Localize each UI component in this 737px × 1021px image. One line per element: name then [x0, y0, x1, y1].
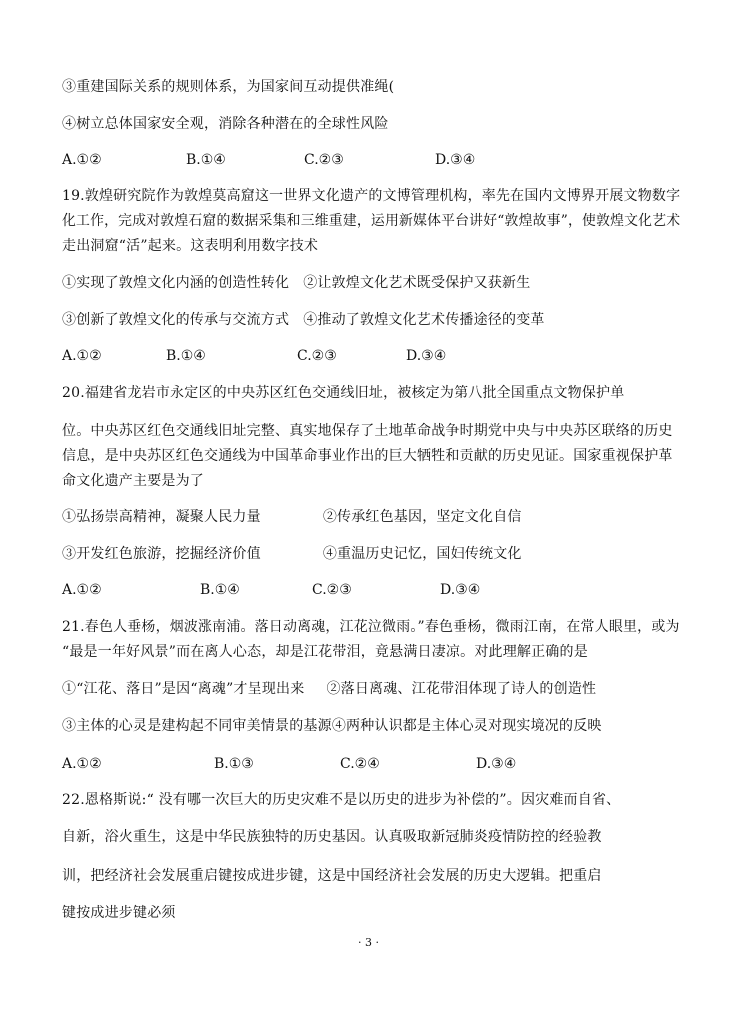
q18-option-b[interactable]: B.①④	[186, 152, 226, 168]
q20-stem-line-3: 信息，是中央苏区红色交通线为中国革命事业作出的巨大牺牲和贡献的历史见证。国家重视保护革	[62, 448, 673, 464]
q21-statement-3: ③主体的心灵是建构起不同审美情景的基源	[62, 718, 332, 734]
q19-statement-1: ①实现了敦煌文化内涵的创造性转化	[62, 275, 290, 291]
q20-statements-row-1	[62, 507, 522, 527]
q19-statement-3: ③创新了敦煌文化的传承与交流方式	[62, 312, 290, 328]
q20-statement-2: ②传承红色基因，坚定文化自信	[322, 509, 522, 525]
page-number: · 3 ·	[358, 936, 379, 949]
q20-stem-line-4: 命文化遗产主要是为了	[62, 473, 204, 489]
q19-stem-line-2: 化工作，完成对敦煌石窟的数据采集和三维重建，运用新媒体平台讲好“敦煌故事”，使敦煌文化艺术	[62, 213, 681, 229]
q19-stem-line-3: 走出洞窟“活”起来。这表明利用数字技术	[62, 238, 319, 254]
q19-statements-row-2	[62, 310, 545, 330]
q18-statement-4: ④树立总体国家安全观，消除各种潜在的全球性风险	[62, 116, 389, 132]
q18-option-d[interactable]: D.③④	[435, 152, 476, 168]
q21-option-d[interactable]: D.③④	[476, 756, 517, 772]
q21-stem-line-2: “最是一年好风景”而在离人心态，却是江花带泪，竟悬满日凄凉。对此理解正确的是	[62, 644, 588, 660]
q21-option-c[interactable]: C.②④	[340, 756, 380, 772]
q20-statement-3: ③开发红色旅游，挖掘经济价值	[62, 546, 261, 562]
q21-statement-4: ④两种认识都是主体心灵对现实境况的反映	[331, 718, 602, 734]
q19-statement-2: ②让敦煌文化艺术既受保护又获新生	[303, 275, 531, 291]
q19-statement-4: ④推动了敦煌文化艺术传播途径的变革	[303, 312, 545, 328]
q20-stem-line-1: 20.福建省龙岩市永定区的中央苏区红色交通线旧址，被核定为第八批全国重点文物保护单	[62, 385, 625, 401]
q18-statement-3: ③重建国际关系的规则体系，为国家间互动提供准绳(	[62, 79, 395, 95]
q21-statement-1: ①“江花、落日”是因“离魂”才呈现出来	[62, 681, 305, 697]
q22-stem-line-2: 自新，浴火重生，这是中华民族独特的历史基因。认真吸取新冠肺炎疫情防控的经验教	[62, 829, 602, 845]
q21-statements-row-2	[62, 716, 602, 736]
q22-stem-line-3: 训，把经济社会发展重启键按成进步键，这是中国经济社会发展的历史大逻辑。把重启	[62, 868, 602, 884]
q21-option-b[interactable]: B.①③	[214, 756, 254, 772]
q21-statement-2: ②落日离魂、江花带泪体现了诗人的创造性	[326, 681, 597, 697]
q22-stem-line-4: 键按成进步键必须	[62, 905, 176, 921]
q20-statement-1: ①弘扬崇高精神，凝聚人民力量	[62, 509, 261, 525]
q20-option-b[interactable]: B.①④	[200, 582, 240, 598]
q19-option-c[interactable]: C.②③	[297, 348, 337, 364]
q19-option-a[interactable]: A.①②	[62, 348, 102, 364]
q19-option-b[interactable]: B.①④	[166, 348, 206, 364]
q20-option-a[interactable]: A.①②	[62, 582, 102, 598]
q20-option-c[interactable]: C.②③	[312, 582, 352, 598]
q22-stem-line-1: 22.恩格斯说:“ 没有哪一次巨大的历史灾难不是以历史的进步为补偿的”。因灾难而自省、	[62, 792, 621, 808]
q21-stem-line-1: 21.春色人垂杨，烟波涨南浦。落日动离魂，江花泣微雨。”春色垂杨，微雨江南，在常人眼里，或为	[62, 619, 680, 635]
q21-option-a[interactable]: A.①②	[62, 756, 102, 772]
q20-stem-line-2: 位。中央苏区红色交通线旧址完整、真实地保存了土地革命战争时期党中央与中央苏区联络的历史	[62, 423, 673, 439]
q18-option-c[interactable]: C.②③	[304, 152, 344, 168]
q19-option-d[interactable]: D.③④	[406, 348, 447, 364]
q21-statements-row-1	[62, 679, 596, 699]
q19-statements-row-1	[62, 273, 530, 293]
q20-statements-row-2	[62, 544, 522, 564]
q18-option-a[interactable]: A.①②	[62, 152, 102, 168]
q20-option-d[interactable]: D.③④	[440, 582, 481, 598]
q19-stem-line-1: 19.敦煌研究院作为敦煌莫高窟这一世界文化遗产的文博管理机构，率先在国内文博界开展文物数字	[62, 188, 681, 204]
q20-statement-4: ④重温历史记忆，国妇传统文化	[322, 546, 522, 562]
